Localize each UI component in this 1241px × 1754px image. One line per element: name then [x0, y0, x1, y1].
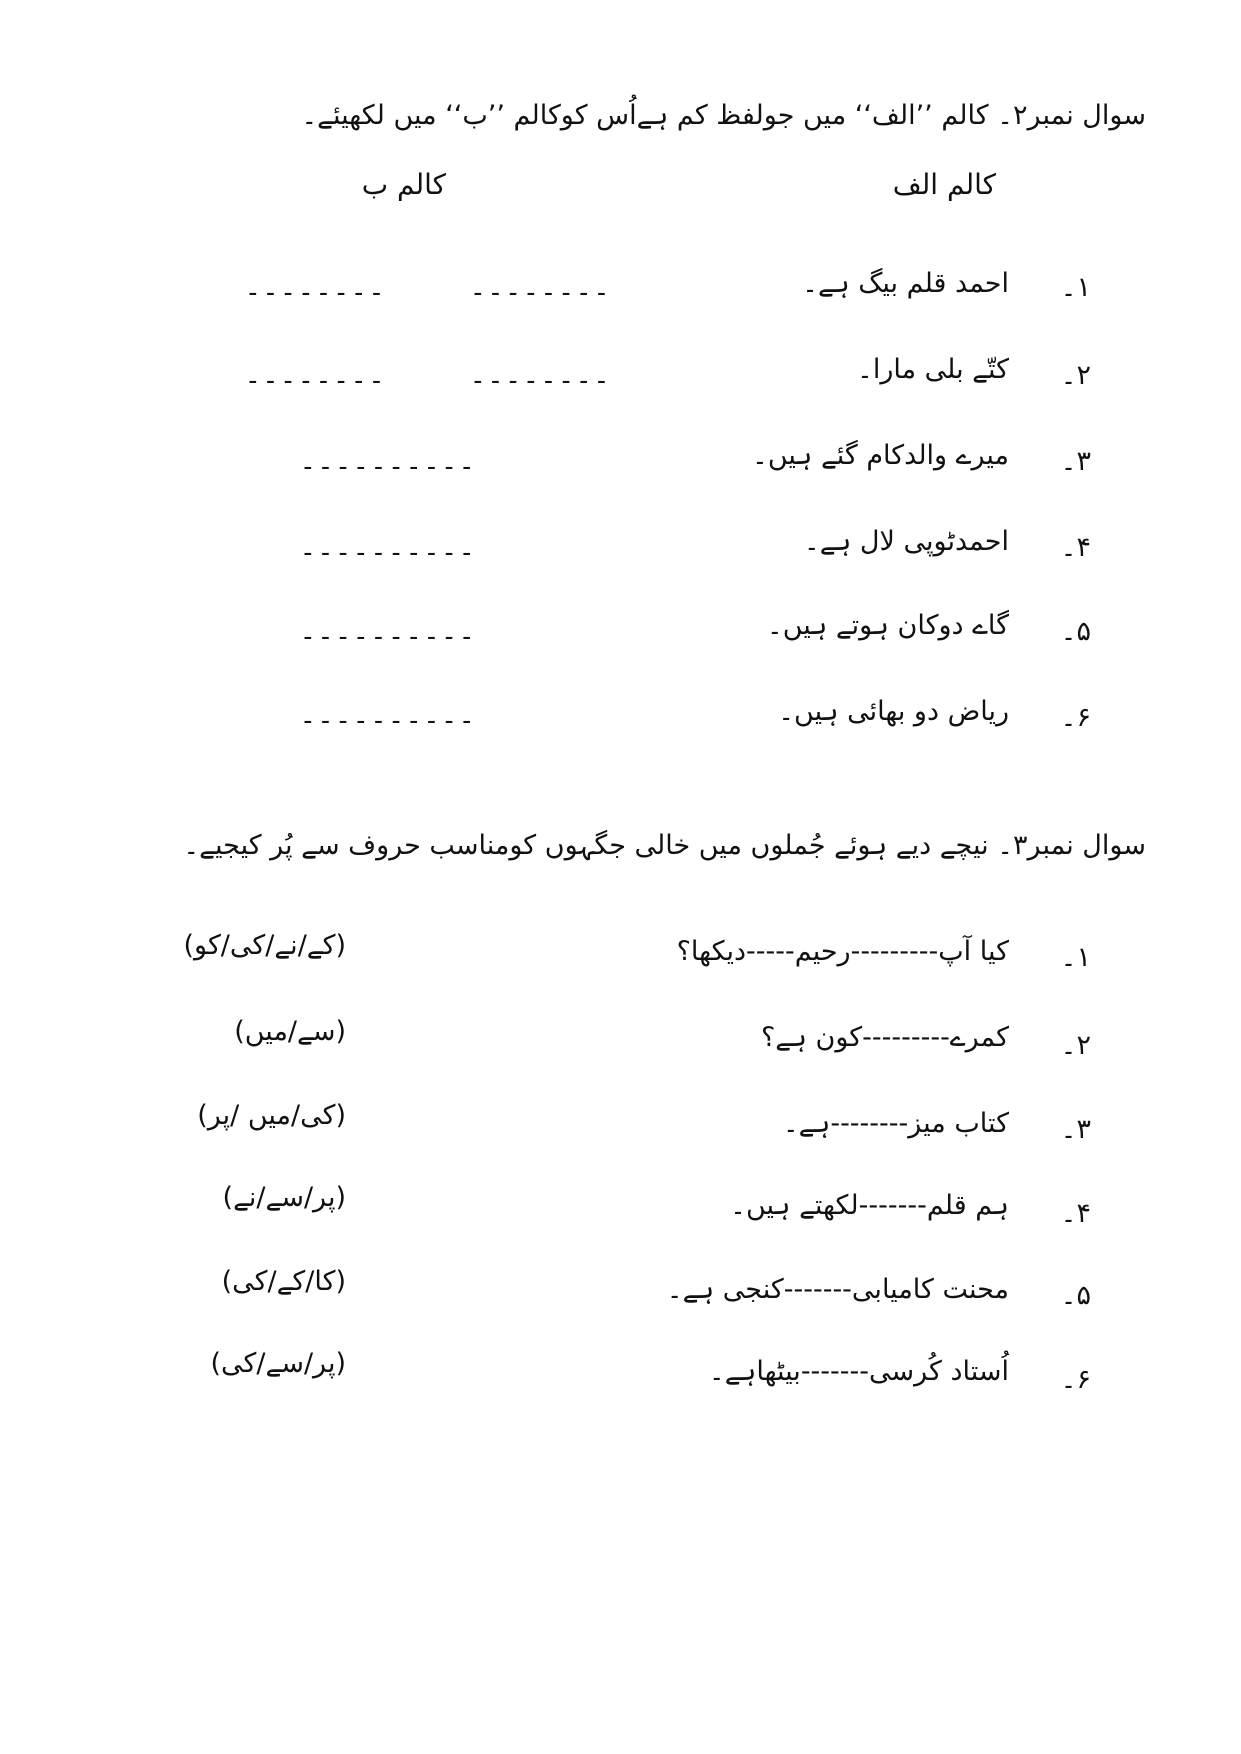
q3-choices: (پر/سے/نے): [222, 1182, 346, 1213]
q2-answer-blank[interactable]: --------: [245, 278, 387, 308]
q2-title: سوال نمبر۲۔ کالم ’’الف‘‘ میں جولفظ کم ہےاُس کوکالم ’’ب‘‘ میں لکھیئے۔: [301, 100, 1146, 131]
q2-item-sentence: احمد قلم بیگ ہے۔: [802, 268, 1009, 299]
q2-answer-blank[interactable]: ----------: [300, 622, 477, 652]
q2-item-sentence: احمدٹوپی لال ہے۔: [803, 526, 1009, 557]
q2-item-number: ۳۔: [1060, 446, 1091, 477]
q3-item-number: ۳۔: [1060, 1114, 1091, 1145]
q3-item-sentence: محنت کامیابی-------کنجی ہے۔: [666, 1274, 1009, 1305]
q3-item-sentence: کمرے---------کون ہے؟: [760, 1022, 1009, 1053]
q2-answer-blank[interactable]: ----------: [300, 538, 477, 568]
q2-item-number: ۴۔: [1060, 532, 1091, 563]
q2-item-number: ۶۔: [1060, 702, 1091, 733]
q3-title: سوال نمبر۳۔ نیچے دیے ہوئے جُملوں میں خالی جگہوں کومناسب حروف سے پُر کیجیے۔: [183, 830, 1146, 861]
q2-item-number: ۵۔: [1060, 616, 1091, 647]
q3-item-sentence: کیا آپ---------رحیم-----دیکھا؟: [676, 936, 1009, 967]
q3-choices: (سے/میں): [234, 1016, 346, 1047]
q3-item-number: ۱۔: [1060, 942, 1091, 973]
q3-item-number: ۲۔: [1060, 1030, 1091, 1061]
q2-item-sentence: گاے دوکان ہوتے ہیں۔: [766, 610, 1009, 641]
q3-choices: (پر/سے/کی): [210, 1348, 346, 1379]
q2-answer-blank[interactable]: --------: [245, 366, 387, 396]
q2-item-sentence: میرے والدکام گئے ہیں۔: [752, 440, 1009, 471]
q3-item-number: ۶۔: [1060, 1364, 1091, 1395]
q2-item-sentence: ریاض دو بھائی ہیں۔: [778, 696, 1009, 727]
q3-choices: (کے/نے/کی/کو): [183, 930, 346, 961]
q2-answer-blank[interactable]: ----------: [300, 706, 477, 736]
q3-item-number: ۴۔: [1060, 1198, 1091, 1229]
q3-item-sentence: ہم قلم-------لکھتے ہیں۔: [730, 1190, 1009, 1221]
q2-item-number: ۲۔: [1060, 360, 1091, 391]
q3-item-sentence: کتاب میز--------ہے۔: [782, 1108, 1009, 1139]
q2-answer-blank[interactable]: --------: [470, 278, 612, 308]
q2-answer-blank[interactable]: --------: [470, 366, 612, 396]
q2-item-number: ۱۔: [1060, 272, 1091, 303]
q3-choices: (کا/کے/کی): [221, 1266, 346, 1297]
q3-choices: (کی/میں /پر): [197, 1100, 346, 1131]
q3-item-number: ۵۔: [1060, 1280, 1091, 1311]
q2-column-alif-heading: کالم الف: [892, 168, 996, 201]
q2-item-sentence: کتّے بلی مارا۔: [857, 354, 1009, 385]
q2-answer-blank[interactable]: ----------: [300, 452, 477, 482]
q2-column-bay-heading: کالم ب: [361, 168, 446, 201]
q3-item-sentence: اُستاد کُرسی-------بیٹھاہے۔: [708, 1356, 1009, 1387]
